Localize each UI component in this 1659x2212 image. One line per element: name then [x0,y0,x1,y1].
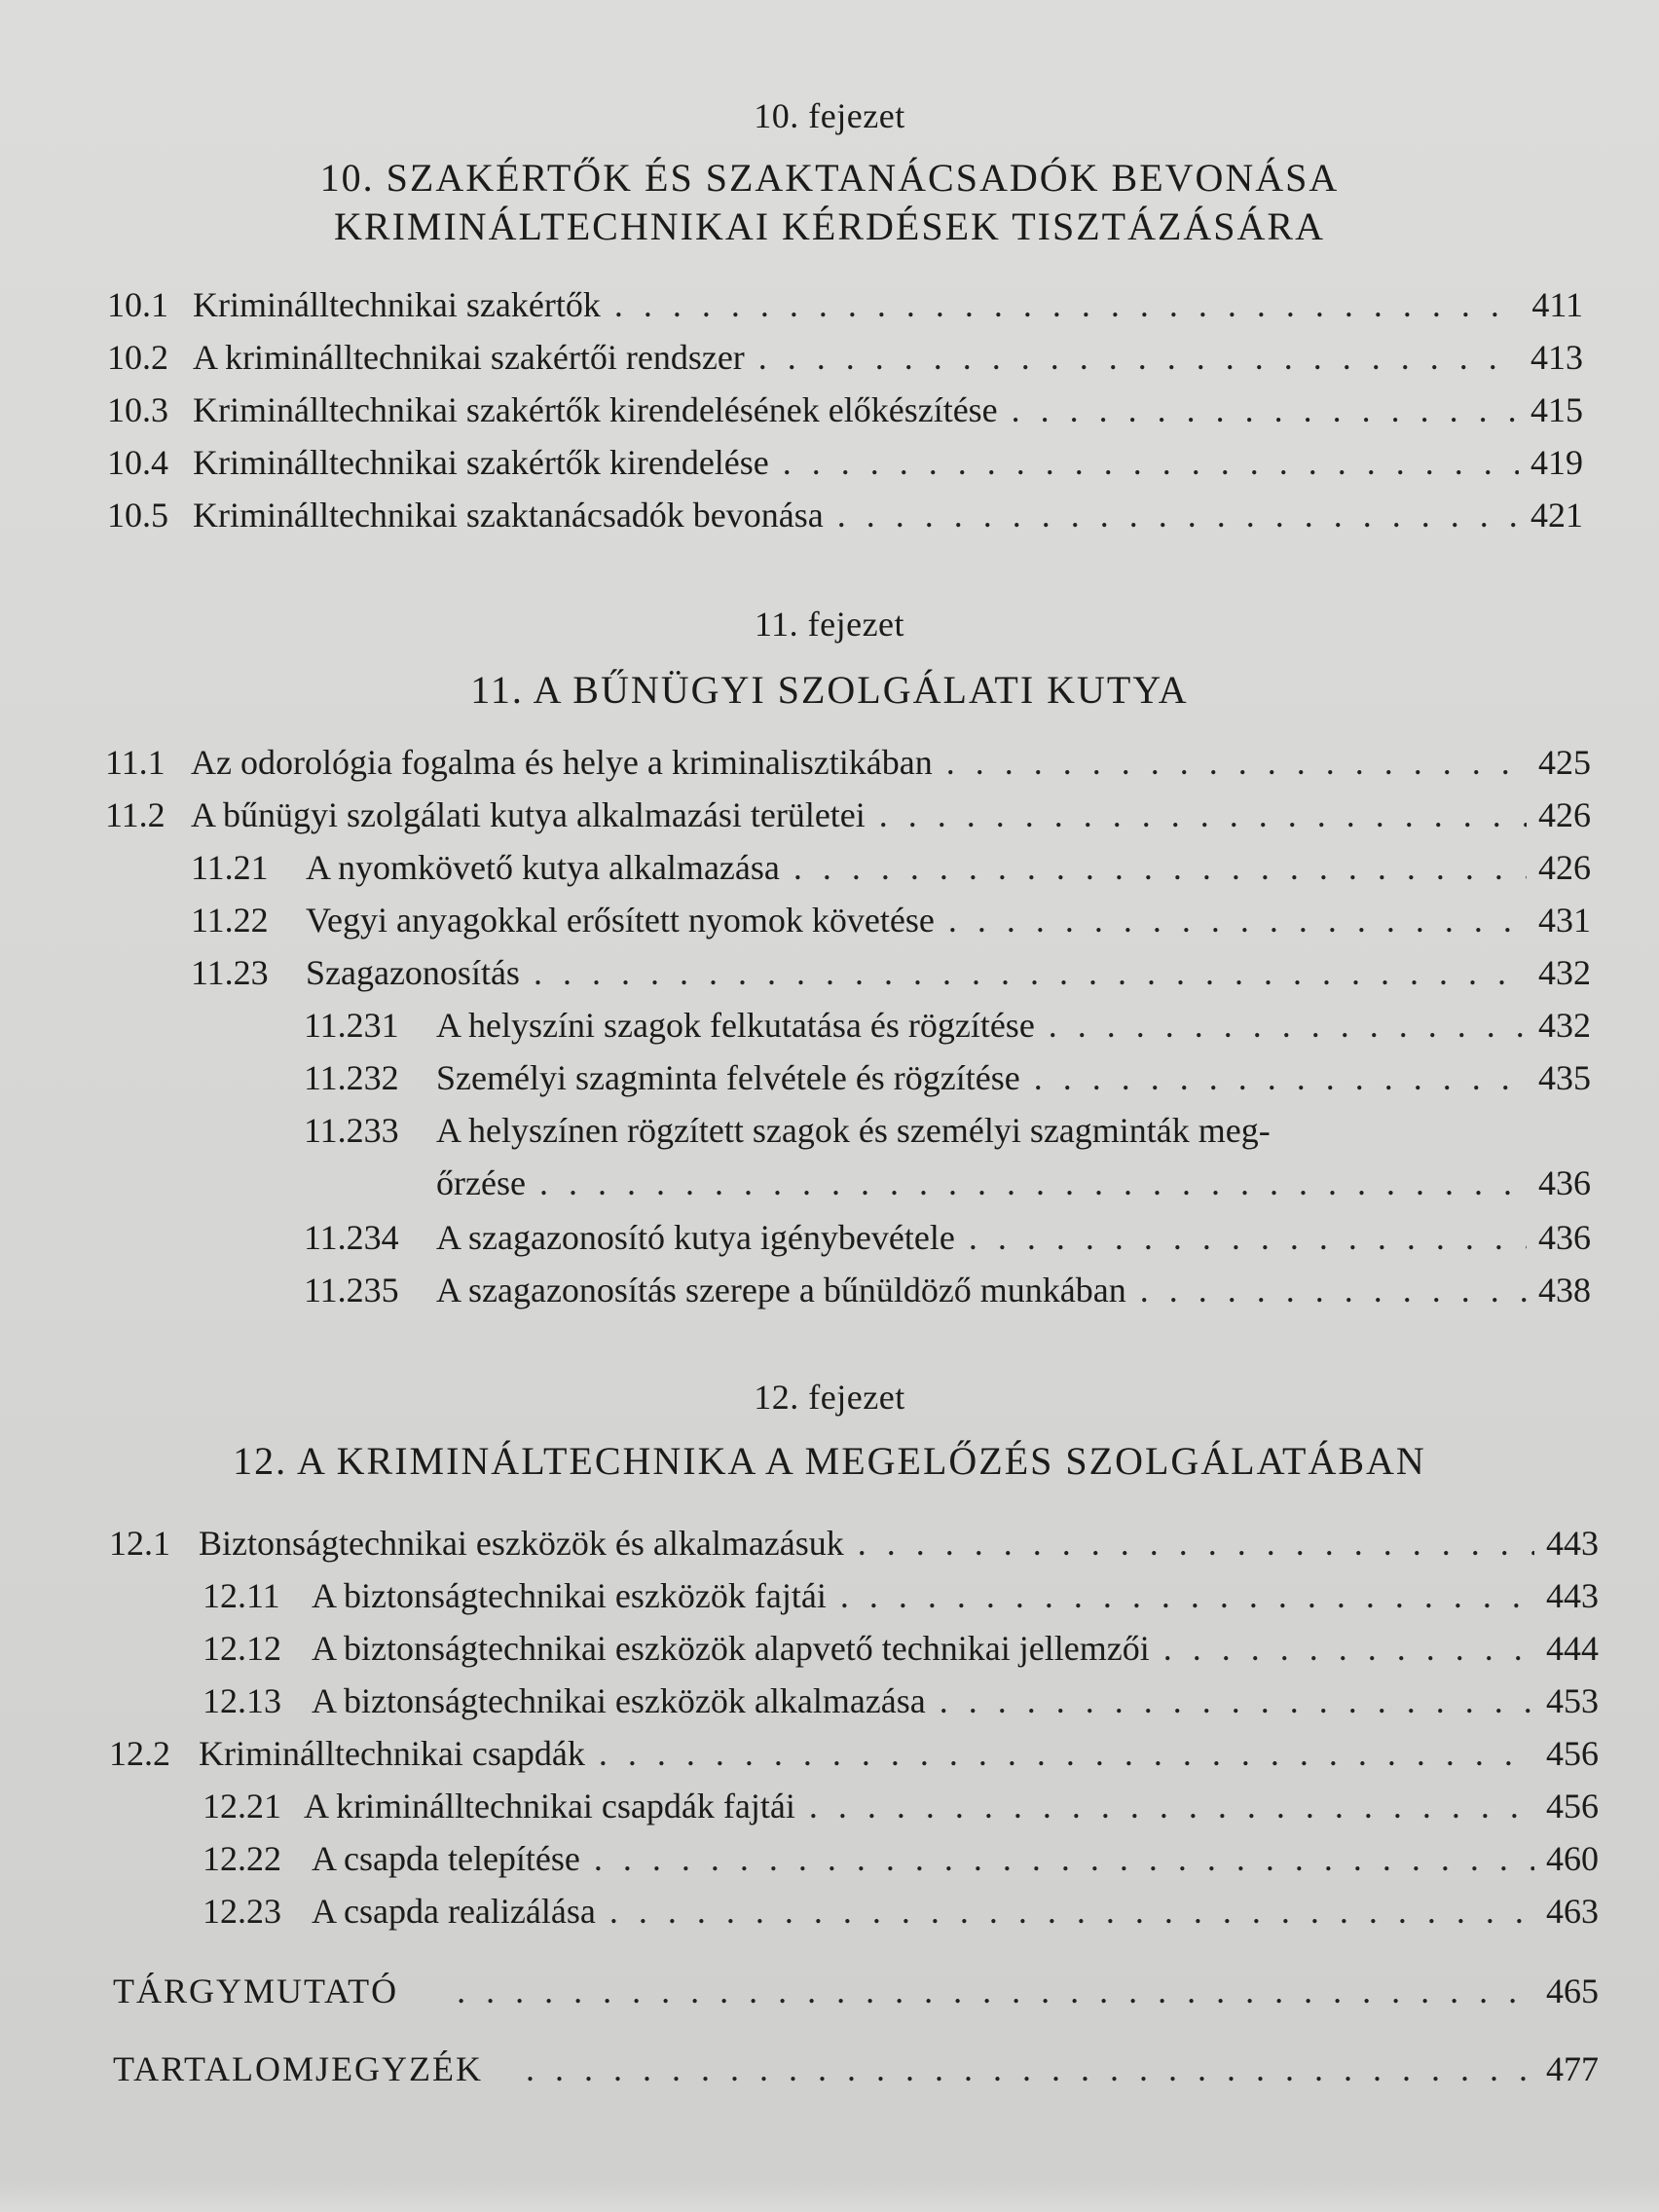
leader-dots [614,284,1520,325]
entry-page: 460 [1546,1839,1599,1878]
toc-entry[interactable] [107,442,1583,483]
leader-dots [1034,1057,1527,1098]
entry-title: A szagazonosító kutya igénybevétele [436,1218,955,1257]
leader-dots [809,1786,1534,1826]
entry-page: 456 [1546,1734,1599,1773]
toc-entry[interactable] [191,952,1591,993]
entry-title-continuation: őrzése [436,1163,526,1202]
entry-page: 436 [1538,1163,1591,1202]
entry-page: 419 [1530,443,1583,482]
entry-title: A csapda telepítése [312,1839,580,1878]
entry-number: 11.1 [105,743,166,782]
entry-number: 11.231 [304,1006,399,1045]
leader-dots [858,1523,1534,1564]
leader-dots [539,1162,1527,1203]
toc-entry-continuation[interactable] [436,1162,1591,1203]
toc-entry[interactable] [304,1217,1591,1258]
entry-page: 444 [1546,1629,1599,1668]
chapter-12-header [0,1377,1659,1486]
chapter-10-header [0,95,1659,251]
entry-title: A csapda realizálása [312,1892,596,1931]
toc-entry[interactable] [107,284,1583,325]
entry-page: 453 [1546,1681,1599,1720]
entry-number: 10.1 [107,285,168,324]
entry-title: Kriminálltechnikai szaktanácsadók bevonása [193,496,824,535]
toc-entry[interactable] [109,1523,1599,1564]
toc-entry[interactable] [304,1005,1591,1046]
entry-page: 443 [1546,1524,1599,1563]
chapter-label: 11. fejezet [754,605,905,644]
entry-number: 12.1 [109,1524,170,1563]
leader-dots [1012,389,1519,430]
leader-dots [594,1838,1534,1879]
entry-title: A helyszíni szagok felkutatása és rögzítése [436,1006,1035,1045]
leader-dots [793,847,1527,888]
entry-number: 12.22 [203,1839,281,1878]
toc-entry[interactable] [105,742,1591,783]
leader-dots [840,1575,1534,1616]
leader-dots [948,900,1527,940]
leader-dots [758,337,1519,378]
entry-title: Vegyi anyagokkal erősített nyomok követése [306,901,935,940]
entry-number: 10.4 [107,443,168,482]
chapter-title: 10. SZAKÉRTŐK ÉS SZAKTANÁCSADÓK BEVONÁSA [319,156,1340,200]
entry-number: 12.11 [203,1576,280,1615]
chapter-title: 11. A BŰNÜGYI SZOLGÁLATI KUTYA [470,668,1189,712]
leader-dots [609,1891,1534,1932]
chapter-title: 12. A KRIMINÁLTECHNIKA A MEGELŐZÉS SZOLGÁLATÁBAN [233,1439,1426,1483]
toc-entry[interactable] [107,495,1583,535]
entry-title: Biztonságtechnikai eszközök és alkalmazásuk [199,1524,844,1563]
entry-number: 11.21 [191,848,269,887]
entry-title: Szagazonosítás [306,953,520,992]
leader-dots [946,742,1527,783]
toc-entry-index[interactable] [113,1971,1599,2011]
toc-entry[interactable] [203,1838,1599,1879]
entry-title: A biztonságtechnikai eszközök alkalmazása [312,1681,926,1720]
entry-title: TARTALOMJEGYZÉK [113,2049,484,2088]
leader-dots [1163,1628,1534,1669]
chapter-label: 12. fejezet [754,1378,905,1417]
entry-number: 10.3 [107,390,168,429]
entry-page: 438 [1538,1271,1591,1309]
entry-title: A biztonságtechnikai eszközök fajtái [312,1576,827,1615]
entry-number: 12.23 [203,1892,281,1931]
entry-number: 11.235 [304,1271,399,1309]
leader-dots [783,442,1519,483]
leader-dots [940,1680,1534,1721]
entry-page: 426 [1538,848,1591,887]
entry-number: 11.234 [304,1218,399,1257]
entry-number: 10.2 [107,338,168,377]
toc-entry[interactable] [304,1270,1591,1310]
entry-page: 431 [1538,901,1591,940]
leader-dots [837,495,1519,535]
entry-number: 11.233 [304,1111,399,1150]
entry-page: 432 [1538,953,1591,992]
entry-page: 425 [1538,743,1591,782]
entry-number: 11.23 [191,953,269,992]
entry-number: 10.5 [107,496,168,535]
toc-entry[interactable] [203,1680,1599,1721]
leader-dots [969,1217,1527,1258]
entry-page: 436 [1538,1218,1591,1257]
chapter-11-header [0,604,1659,715]
entry-page: 456 [1546,1787,1599,1825]
toc-entry[interactable] [304,1057,1591,1098]
toc-entry[interactable] [105,794,1591,835]
toc-entry[interactable] [191,900,1591,940]
entry-page: 421 [1530,496,1583,535]
entry-title: A nyomkövető kutya alkalmazása [306,848,780,887]
entry-page: 413 [1530,338,1583,377]
toc-entry[interactable] [203,1628,1599,1669]
entry-page: 411 [1531,285,1583,324]
toc-entry[interactable] [203,1575,1599,1616]
entry-title: Az odorológia fogalma és helye a kriminalisztikában [191,743,933,782]
entry-page: 477 [1546,2049,1599,2088]
leader-dots [534,952,1527,993]
entry-number: 12.2 [109,1734,170,1773]
entry-number: 11.2 [105,795,166,834]
toc-entry[interactable] [107,337,1583,378]
toc-entry[interactable] [203,1786,1599,1826]
toc-entry-contents[interactable] [113,2048,1599,2089]
entry-number: 11.232 [304,1058,399,1097]
entry-title: TÁRGYMUTATÓ [113,1972,399,2010]
entry-page: 426 [1538,795,1591,834]
entry-title: Kriminálltechnikai csapdák [199,1734,585,1773]
leader-dots [526,2048,1534,2089]
chapter-title-line2: KRIMINÁLTECHNIKAI KÉRDÉSEK TISZTÁZÁSÁRA [334,204,1325,248]
entry-title: Személyi szagminta felvétele és rögzítése [436,1058,1020,1097]
toc-entry[interactable] [191,847,1591,888]
toc-entry[interactable] [107,389,1583,430]
entry-title: Kriminálltechnikai szakértők kirendelése [193,443,769,482]
leader-dots [457,1971,1534,2011]
leader-dots [599,1733,1534,1774]
chapter-label: 10. fejezet [754,96,905,135]
entry-page: 463 [1546,1892,1599,1931]
entry-title: Kriminálltechnikai szakértők kirendelésének előkészítése [193,390,998,429]
entry-page: 443 [1546,1576,1599,1615]
entry-number: 12.13 [203,1681,281,1720]
toc-entry[interactable] [109,1733,1599,1774]
entry-page: 432 [1538,1006,1591,1045]
page-bottom-edge [0,2177,1659,2212]
entry-page: 465 [1546,1972,1599,2010]
entry-title: A kriminálltechnikai szakértői rendszer [193,338,745,377]
leader-dots [1140,1270,1527,1310]
entry-page: 415 [1530,390,1583,429]
toc-entry[interactable] [203,1891,1599,1932]
entry-number: 12.21 [203,1787,281,1825]
leader-dots [1049,1005,1527,1046]
entry-number: 12.12 [203,1629,281,1668]
entry-number: 11.22 [191,901,269,940]
entry-title: A kriminálltechnikai csapdák fajtái [304,1787,795,1825]
toc-entry-wrapped[interactable] [304,1110,1271,1151]
entry-title: A bűnügyi szolgálati kutya alkalmazási területei [191,795,866,834]
entry-title: A helyszínen rögzített szagok és személyi szagminták meg- [436,1111,1271,1150]
entry-title: A biztonságtechnikai eszközök alapvető technikai jellemzői [312,1629,1150,1668]
entry-title: Kriminálltechnikai szakértők [193,285,601,324]
entry-title: A szagazonosítás szerepe a bűnüldöző munkában [436,1271,1126,1309]
entry-page: 435 [1538,1058,1591,1097]
leader-dots [879,794,1527,835]
